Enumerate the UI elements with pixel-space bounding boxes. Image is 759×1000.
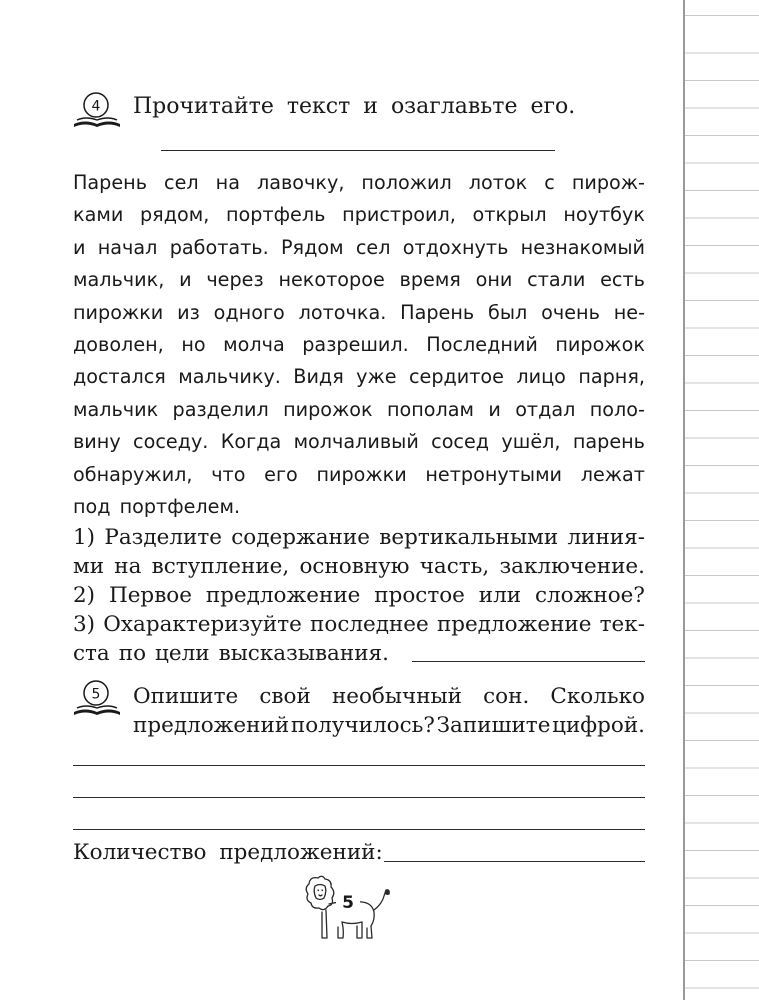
text-line: ками рядом, портфель пристроил, открыл ноутбук bbox=[73, 203, 645, 227]
text-line: обнаружил, что его пирожки нетронутыми лежат bbox=[73, 462, 645, 486]
title-answer-line[interactable] bbox=[161, 150, 555, 151]
task4-title: Прочитайте текст и озаглавьте его. bbox=[133, 94, 576, 119]
task5-title-line: предложений получилось? Запишите цифрой. bbox=[133, 713, 645, 738]
text-line: ми на вступление, основную часть, заключение. bbox=[73, 554, 645, 579]
task5-number: 5 bbox=[91, 686, 101, 703]
text-line: мальчик разделил пирожок пополам и отдал поло- bbox=[73, 397, 645, 421]
dream-answer-line-1[interactable] bbox=[73, 765, 645, 766]
text-line: 1) Разделите содержание вертикальными линия- bbox=[73, 525, 645, 550]
text-line: достался мальчику. Видя уже сердитое лицо парня, bbox=[73, 365, 645, 389]
book-task-icon bbox=[72, 678, 122, 718]
task4-number: 4 bbox=[91, 98, 101, 115]
sentence-type-answer-line[interactable] bbox=[412, 661, 645, 662]
dream-answer-line-3[interactable] bbox=[73, 829, 645, 830]
text-line: доволен, но молча разрешил. Последний пирожок bbox=[73, 333, 645, 356]
text-line: ста по цели высказывания. bbox=[73, 641, 389, 666]
text-line: пирожки из одного лоточка. Парень был очень не- bbox=[73, 300, 645, 324]
sentence-count-label: Количество предложений: bbox=[73, 840, 383, 865]
text-line: вину соседу. Когда молчаливый сосед ушёл, парень bbox=[73, 430, 645, 454]
text-line: 3) Охарактеризуйте последнее предложение тек- bbox=[73, 612, 645, 637]
text-line: мальчик, и через некоторое время они стали есть bbox=[73, 268, 645, 292]
text-line: под портфелем. bbox=[73, 495, 241, 518]
task5-title-line: Опишите свой необычный сон. Сколько bbox=[133, 684, 645, 709]
text-line: Парень сел на лавочку, положил лоток с пирож- bbox=[73, 171, 645, 194]
dream-answer-line-2[interactable] bbox=[73, 797, 645, 798]
margin-ruled-lines bbox=[685, 0, 759, 1000]
text-line: 2) Первое предложение простое или сложное? bbox=[73, 583, 645, 608]
sentence-count-answer-line[interactable] bbox=[384, 861, 645, 862]
book-task-icon bbox=[72, 90, 122, 130]
page-number: 5 bbox=[336, 892, 360, 914]
text-line: и начал работать. Рядом сел отдохнуть незнакомый bbox=[73, 235, 645, 259]
